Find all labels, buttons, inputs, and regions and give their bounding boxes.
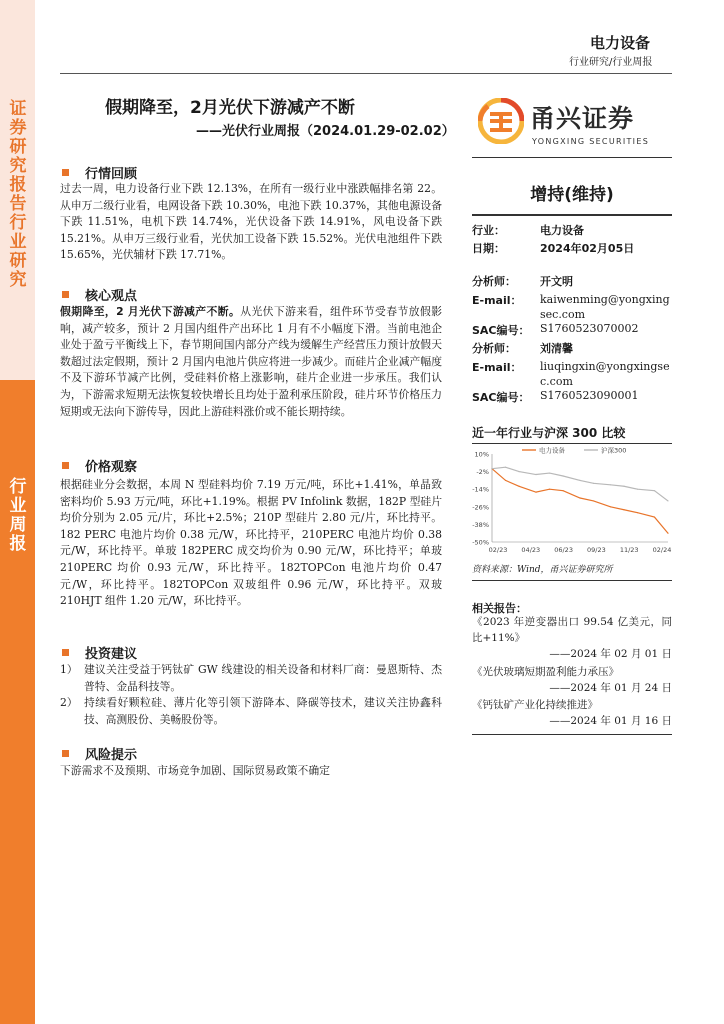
chart-source: 资料来源：Wind，甬兴证券研究所 [472, 565, 613, 575]
sidebar-report-kind-label: 行业周报 [9, 477, 27, 554]
core-body [60, 304, 442, 420]
chart-series-line [492, 467, 668, 501]
chart-data-point [637, 489, 638, 490]
section-bullet-icon [62, 649, 69, 656]
analyst-2-email-link[interactable]: liuqingxin@yongxingsec.com [540, 360, 670, 388]
company-logo [478, 95, 668, 155]
header-category: 电力设备 [590, 34, 651, 52]
chart-series-line [492, 469, 668, 534]
logo-name-cn: 甬兴证券 [530, 104, 635, 133]
related-report-title: 《2023 年逆变器出口 99.54 亿美元，同比+11%》 [472, 616, 672, 644]
chart-legend-label: 电力设备 [539, 446, 565, 455]
section-bullet-icon [62, 291, 69, 298]
chart-x-tick-label: 04/23 [521, 546, 541, 554]
section-bullet-icon [62, 462, 69, 469]
chart-x-tick-label: 06/23 [554, 546, 573, 554]
section-heading-price: 价格观察 [62, 456, 137, 475]
related-report-title: 《光伏玻璃短期盈利能力承压》 [472, 666, 619, 678]
sidebar-report-type-label: 证券研究报告 行业研究 [9, 99, 27, 290]
chart-data-point [518, 486, 519, 487]
section-heading-core: 核心观点 [62, 285, 137, 304]
chart-data-point [535, 474, 536, 475]
chart-x-tick-label: 09/23 [587, 546, 606, 554]
chart-data-point [505, 467, 506, 468]
related-report-title: 《钙钛矿产业化持续推进》 [472, 699, 598, 711]
review-body: 过去一周，电力设备行业下跌 12.13%，在所有一级行业中涨跌幅排名第 22。从申万二级行业看，电网设备下跌 10.30%，电池下跌 10.37%，其他电源设备下跌 11.51%，电机下跌 14.74%，光伏设备下跌 14.91%，风电设备下跌 15.21%。从申万三级行业看，光伏加工设备下跌 15.52%。光伏电池组件下跌 15.65%，光伏辅材下跌 17.71%。 [60, 182, 442, 262]
chart-data-point [593, 500, 594, 501]
core-lead: 假期降至，2 月光伏下游减产不断。 [60, 305, 241, 318]
chart-bottom-divider [472, 580, 672, 581]
chart-data-point [667, 533, 668, 534]
related-reports-divider [472, 734, 672, 735]
advice-item: 1） 建议关注受益于钙钛矿 GW 线建设的相关设备和材料厂商：曼恩斯特、杰普特、金晶科技等。 [60, 663, 442, 693]
chart-x-tick-label: 11/23 [619, 546, 639, 554]
chart-y-tick-label: -50% [472, 538, 489, 547]
chart-data-point [491, 468, 492, 469]
chart-data-point [535, 492, 536, 493]
section-bullet-icon [62, 169, 69, 176]
chart-data-point [610, 506, 611, 507]
logo-name-en: YONGXING SECURITIES [532, 137, 650, 146]
related-report-item[interactable] [472, 697, 672, 729]
chart-y-tick-label: -38% [472, 520, 489, 529]
related-report-item[interactable] [472, 664, 672, 696]
analyst-1-email-link[interactable]: kaiwenming@yongxingsec.com [540, 293, 670, 321]
chart-x-tick-label: 02/24 [652, 546, 672, 554]
yongxing-logo-icon [478, 98, 524, 144]
report-title: 假期降至，2月光伏下游减产不断 [105, 98, 355, 118]
related-report-date: ——2024 年 01 月 24 日 [549, 682, 672, 694]
chart-data-point [579, 497, 580, 498]
chart-data-point [610, 484, 611, 485]
section-heading-risk: 风险提示 [62, 744, 137, 763]
section-heading-advice: 投资建议 [62, 643, 137, 662]
chart-data-point [518, 471, 519, 472]
report-subtitle: ——光伏行业周报（2024.01.29-02.02） [196, 124, 455, 139]
chart-data-point [654, 490, 655, 491]
related-report-date: ——2024 年 02 月 01 日 [549, 648, 672, 660]
advice-item: 2） 持续看好颗粒硅、薄片化等引领下游降本、降碳等技术，建议关注协鑫科技、高测股份、美畅股份等。 [60, 696, 442, 726]
logo-divider [472, 157, 672, 158]
chart-y-tick-label: -14% [472, 485, 489, 494]
core-text: 从光伏下游来看，组件环节受春节放假影响，减产较多，预计 2 月国内组件产出环比 1 月有不小幅度下滑。当前电池企业处于盈亏平衡线上下，春节期间国内部分产线为缓解生产经营压力预计放假天数超过法定假期，预计 2 月国内电池片供应将进一步减少。而硅片企业减产幅度不及下游环节减产比例，受硅料价格上涨影响，硅片企业进一步承压。我们认为，下游需求短期无法恢复较快增长且均处于盈利承压阶段，硅片环节价格压力短期或无法向下游传导，因此上游硅料涨价或不能长期持续。 [60, 305, 442, 418]
header-divider [60, 73, 672, 74]
chart-data-point [505, 480, 506, 481]
chart-data-point [593, 483, 594, 484]
chart-y-tick-label: 10% [474, 450, 489, 459]
chart-data-point [549, 489, 550, 490]
chart-data-point [667, 500, 668, 501]
price-body: 根据硅业分会数据，本周 N 型硅料均价 7.19 万元/吨，环比+1.41%，单晶致密料均价 5.93 万元/吨，环比+1.19%。根据 PV Infolink 数据，182P 型硅片均价分别为 2.05 元/片，环比+2.5%；210P 型硅片 2.80 元/片，环比持平。182 PERC 电池片均价 0.38 元/W，环比持平，210PERC 电池片均价 0.38 元/W，环比持平。单玻 182PERC 成交均价为 0.90 元/W，环比持平；单玻 210PERC 均价 0.93 元/W，环比持平。182TOPCon 电池片均价 0.47 元/W，环比持平。182TOPCon 双玻组件 0.96 元/W，环比持平。双玻 210HJT 组件 1.20 元/W，环比持平。 [60, 478, 442, 608]
chart-data-point [654, 516, 655, 517]
section-bullet-icon [62, 750, 69, 757]
related-reports-heading: 相关报告： [472, 602, 527, 615]
chart-data-point [623, 509, 624, 510]
risk-body: 下游需求不及预期、市场竞争加剧、国际贸易政策不确定 [60, 764, 330, 777]
related-report-item[interactable] [472, 614, 672, 662]
advice-list [60, 662, 442, 728]
chart-data-point [623, 486, 624, 487]
rating: 增持(维持) [530, 185, 614, 205]
chart-y-tick-label: -26% [472, 503, 489, 512]
header-subcategory: 行业研究/行业周报 [569, 57, 653, 68]
related-report-date: ——2024 年 01 月 16 日 [549, 715, 672, 727]
chart-data-point [562, 490, 563, 491]
chart-data-point [579, 480, 580, 481]
section-heading-review: 行情回顾 [62, 163, 137, 182]
chart-data-point [637, 512, 638, 513]
chart-data-point [562, 475, 563, 476]
chart-data-point [549, 472, 550, 473]
industry-vs-hs300-chart [460, 444, 675, 562]
chart-title: 近一年行业与沪深 300 比较 [472, 426, 626, 440]
chart-y-tick-label: -2% [476, 468, 489, 477]
chart-x-tick-label: 02/23 [488, 546, 508, 554]
chart-legend-label: 沪深300 [601, 446, 627, 455]
rating-divider [472, 214, 672, 216]
